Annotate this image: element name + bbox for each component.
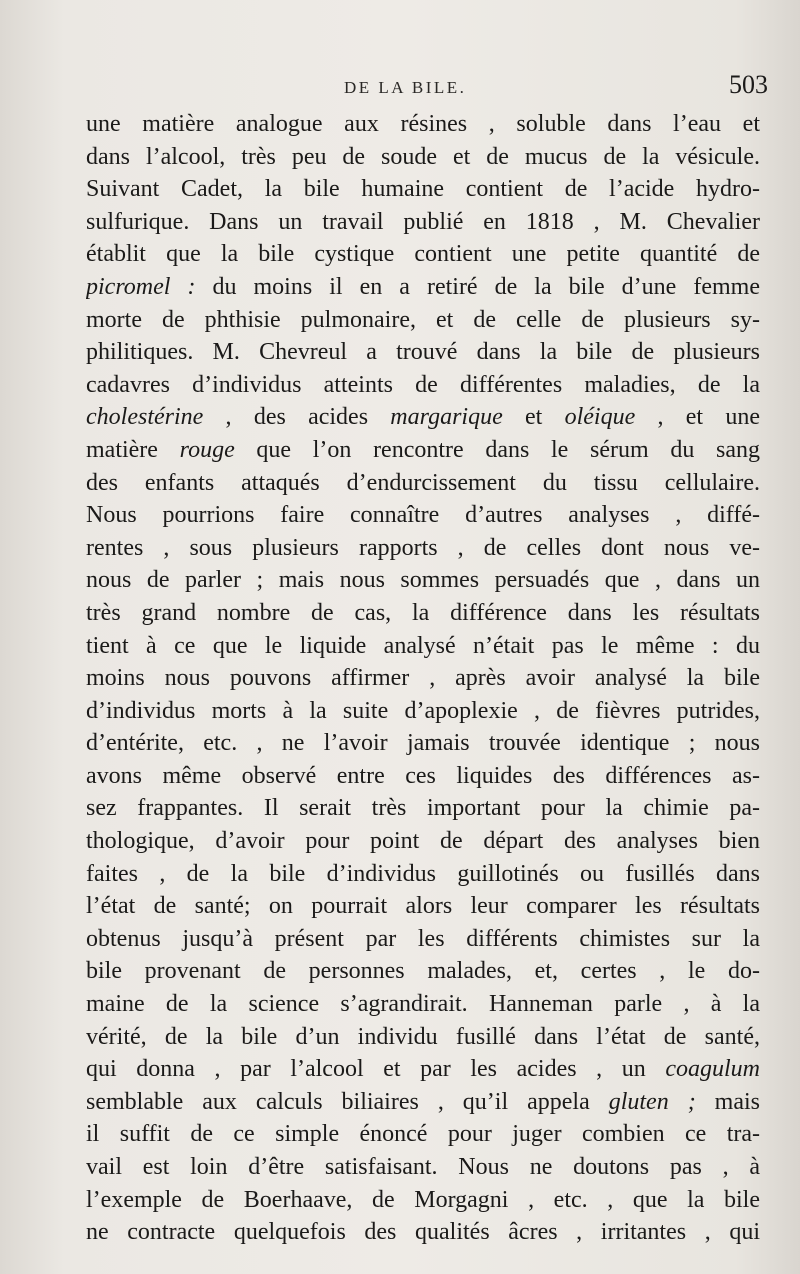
page-header — [86, 70, 768, 104]
text-line — [86, 858, 760, 891]
text-segment: Nous pourrions faire connaître d’autres analyses , diffé- — [86, 502, 760, 529]
text-segment: dans l’alcool, très peu de soude et de mucus de la vésicule. — [86, 143, 760, 170]
text-segment: l’exemple de Boerhaave, de Morgagni , etc. , que la bile — [86, 1186, 760, 1213]
text-line — [86, 727, 760, 760]
text-segment: vail est loin d’être satisfaisant. Nous ne doutons pas , à — [86, 1154, 760, 1180]
text-line — [86, 988, 760, 1021]
text-segment: établit que la bile cystique contient une petite quantité de — [86, 241, 760, 268]
text-segment: sez frappantes. Il serait très important pour la chimie pa- — [86, 795, 760, 822]
text-segment: vérité, de la bile d’un individu fusillé dans l’état de santé, — [86, 1023, 760, 1050]
text-line — [86, 955, 760, 988]
italic-term: coagulum — [665, 1056, 760, 1083]
text-line — [86, 1086, 760, 1119]
text-line — [86, 662, 760, 695]
text-segment: moins nous pouvons affirmer , après avoir analysé la bile — [86, 665, 760, 692]
text-segment: obtenus jusqu’à présent par les différents chimistes sur la — [86, 925, 760, 952]
text-segment: du moins il en a retiré de la bile d’une femme — [195, 273, 760, 300]
text-segment: , et une — [635, 404, 760, 431]
text-segment: matière — [86, 436, 180, 463]
text-segment: il suffit de ce simple énoncé pour juger combien ce tra- — [86, 1121, 760, 1148]
italic-term: margarique — [390, 404, 503, 431]
italic-term: rouge — [179, 436, 235, 463]
text-line — [86, 890, 760, 923]
text-line — [86, 206, 760, 239]
text-line — [86, 271, 760, 304]
text-line — [86, 597, 760, 630]
text-line — [86, 1216, 760, 1249]
text-line — [86, 304, 760, 337]
text-line — [86, 238, 760, 271]
text-segment: l’état de santé; on pourrait alors leur comparer les résultats — [86, 893, 760, 920]
text-segment: mais — [695, 1088, 760, 1115]
text-line — [86, 401, 760, 434]
text-line — [86, 760, 760, 793]
text-segment: qui donna , par l’alcool et par les acides , un — [86, 1056, 666, 1083]
text-segment: Suivant Cadet, la bile humaine contient de l’acide hydro- — [86, 176, 760, 203]
text-segment: avons même observé entre ces liquides des différences as- — [86, 762, 760, 789]
text-segment: cadavres d’individus atteints de différentes maladies, de la — [86, 371, 760, 398]
text-segment: faites , de la bile d’individus guillotinés ou fusillés dans — [86, 860, 760, 887]
text-line — [86, 564, 760, 597]
italic-term: picromel : — [86, 273, 196, 300]
text-line — [86, 1118, 760, 1151]
text-line — [86, 173, 760, 206]
text-segment: des enfants attaqués d’endurcissement du tissu cellulaire. — [86, 469, 760, 496]
text-line — [86, 532, 760, 565]
text-segment: très grand nombre de cas, la différence dans les résultats — [86, 599, 760, 626]
text-line — [86, 1184, 760, 1217]
text-line — [86, 141, 760, 174]
text-segment: ne contracte quelquefois des qualités âcres , irritantes , qui — [86, 1219, 760, 1246]
text-line — [86, 369, 760, 402]
text-segment: une matière analogue aux résines , soluble dans l’eau et — [86, 111, 760, 137]
text-line — [86, 695, 760, 728]
page-number: 503 — [729, 70, 768, 99]
text-segment: maine de la science s’agrandirait. Hanneman parle , à la — [86, 991, 760, 1018]
text-segment: bile provenant de personnes malades, et, certes , le do- — [86, 958, 760, 985]
text-segment: thologique, d’avoir pour point de départ des analyses bien — [86, 828, 760, 855]
text-line — [86, 923, 760, 956]
italic-term: cholestérine — [86, 404, 204, 431]
text-segment: , des acides — [203, 404, 391, 431]
text-segment: philitiques. M. Chevreul a trouvé dans la bile de plusieurs — [86, 339, 760, 366]
text-line — [86, 499, 760, 532]
text-line — [86, 336, 760, 369]
text-line — [86, 467, 760, 500]
text-segment: nous de parler ; mais nous sommes persuadés que , dans un — [86, 567, 760, 594]
text-line — [86, 434, 760, 467]
text-line — [86, 630, 760, 663]
text-line — [86, 1151, 760, 1184]
text-segment: d’entérite, etc. , ne l’avoir jamais trouvée identique ; nous — [86, 730, 760, 757]
text-segment: rentes , sous plusieurs rapports , de celles dont nous ve- — [86, 534, 760, 561]
text-segment: morte de phthisie pulmonaire, et de celle de plusieurs sy- — [86, 306, 760, 333]
text-line — [86, 792, 760, 825]
text-segment: que l’on rencontre dans le sérum du sang — [234, 436, 760, 463]
body-text — [86, 108, 760, 1249]
text-segment: semblable aux calculs biliaires , qu’il appela — [86, 1088, 609, 1115]
text-segment: d’individus morts à la suite d’apoplexie , de fièvres putrides, — [86, 697, 760, 724]
text-line — [86, 1021, 760, 1054]
text-segment: tient à ce que le liquide analysé n’était pas le même : du — [86, 632, 760, 659]
text-line — [86, 108, 760, 141]
text-segment: sulfurique. Dans un travail publié en 1818 , M. Chevalier — [86, 208, 760, 235]
text-line — [86, 1053, 760, 1086]
text-segment: et — [502, 404, 565, 431]
running-title: DE LA BILE. — [344, 78, 467, 97]
text-line — [86, 825, 760, 858]
italic-term: oléique — [564, 404, 636, 431]
italic-term: gluten ; — [608, 1088, 696, 1115]
